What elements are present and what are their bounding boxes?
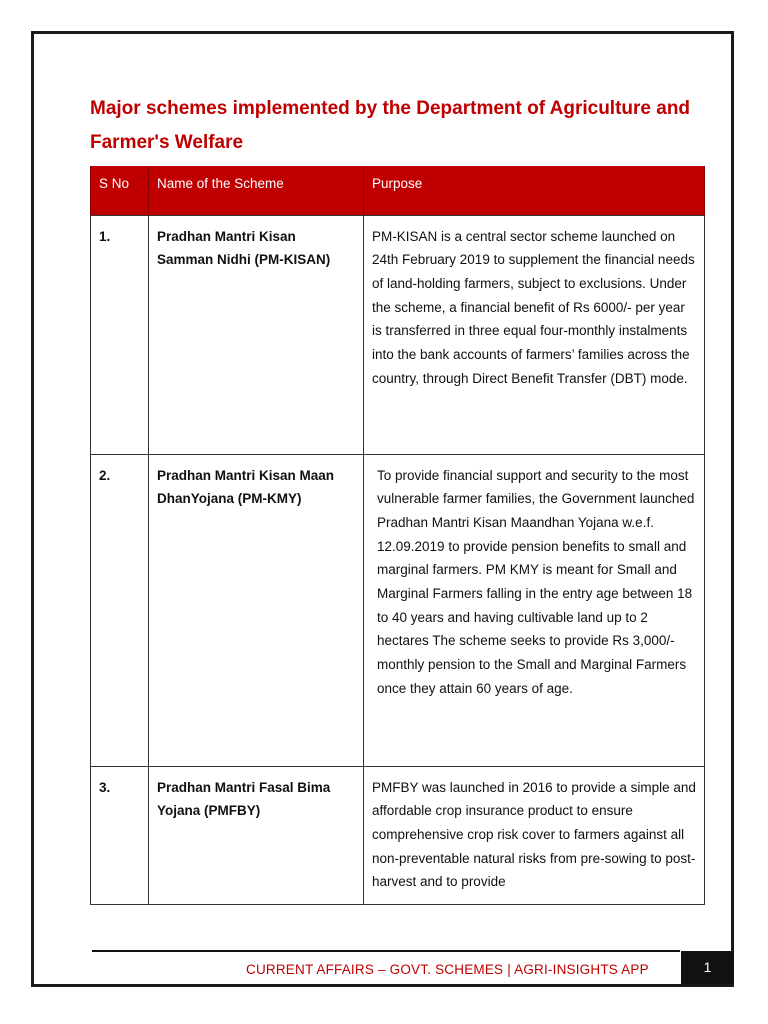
- row-purpose: To provide financial support and security to the most vulnerable farmer families, the Government launched Pradhan Mantri Kisan Maandhan Yojana w.e.f. 12.09.2019 to provide pension benefits to small and marginal farmers. PM KMY is meant for Small and Marginal Farmers falling in the entry age between 18 to 40 years and having cultivable land up to 2 hectares The scheme seeks to provide Rs 3,000/- monthly pension to the Small and Marginal Farmers once they attain 60 years of age.: [364, 454, 705, 766]
- schemes-table: [90, 166, 705, 905]
- row-sno: 3.: [91, 766, 149, 905]
- column-header-purpose: Purpose: [364, 166, 705, 215]
- row-sno: 2.: [91, 454, 149, 766]
- row-scheme-name: Pradhan Mantri Fasal Bima Yojana (PMFBY): [149, 766, 364, 905]
- row-sno: 1.: [91, 215, 149, 454]
- row-purpose: PMFBY was launched in 2016 to provide a simple and affordable crop insurance product to ensure comprehensive crop risk cover to farmers against all non-preventable natural risks from pre-sowing to post-harvest and to provide: [364, 766, 705, 905]
- page-title: Major schemes implemented by the Department of Agriculture and Farmer's Welfare: [90, 98, 691, 153]
- table-row: [91, 766, 705, 905]
- footer-text: CURRENT AFFAIRS – GOVT. SCHEMES | AGRI-INSIGHTS APP: [246, 962, 649, 977]
- page-number: 1: [681, 951, 734, 984]
- row-scheme-name: Pradhan Mantri Kisan Maan DhanYojana (PM-KMY): [149, 454, 364, 766]
- table-row: [91, 215, 705, 454]
- column-header-sno: S No: [91, 166, 149, 215]
- row-purpose: PM-KISAN is a central sector scheme launched on 24th February 2019 to supplement the financial needs of land-holding farmers, subject to exclusions. Under the scheme, a financial benefit of Rs 6000/- per year is transferred in three equal four-monthly instalments into the bank accounts of farmers’ families across the country, through Direct Benefit Transfer (DBT) mode.: [364, 215, 705, 454]
- footer-divider: [92, 950, 680, 952]
- table-row: [91, 454, 705, 766]
- column-header-scheme-name: Name of the Scheme: [149, 166, 364, 215]
- row-scheme-name: Pradhan Mantri Kisan Samman Nidhi (PM-KISAN): [149, 215, 364, 454]
- table-header-row: [91, 166, 705, 215]
